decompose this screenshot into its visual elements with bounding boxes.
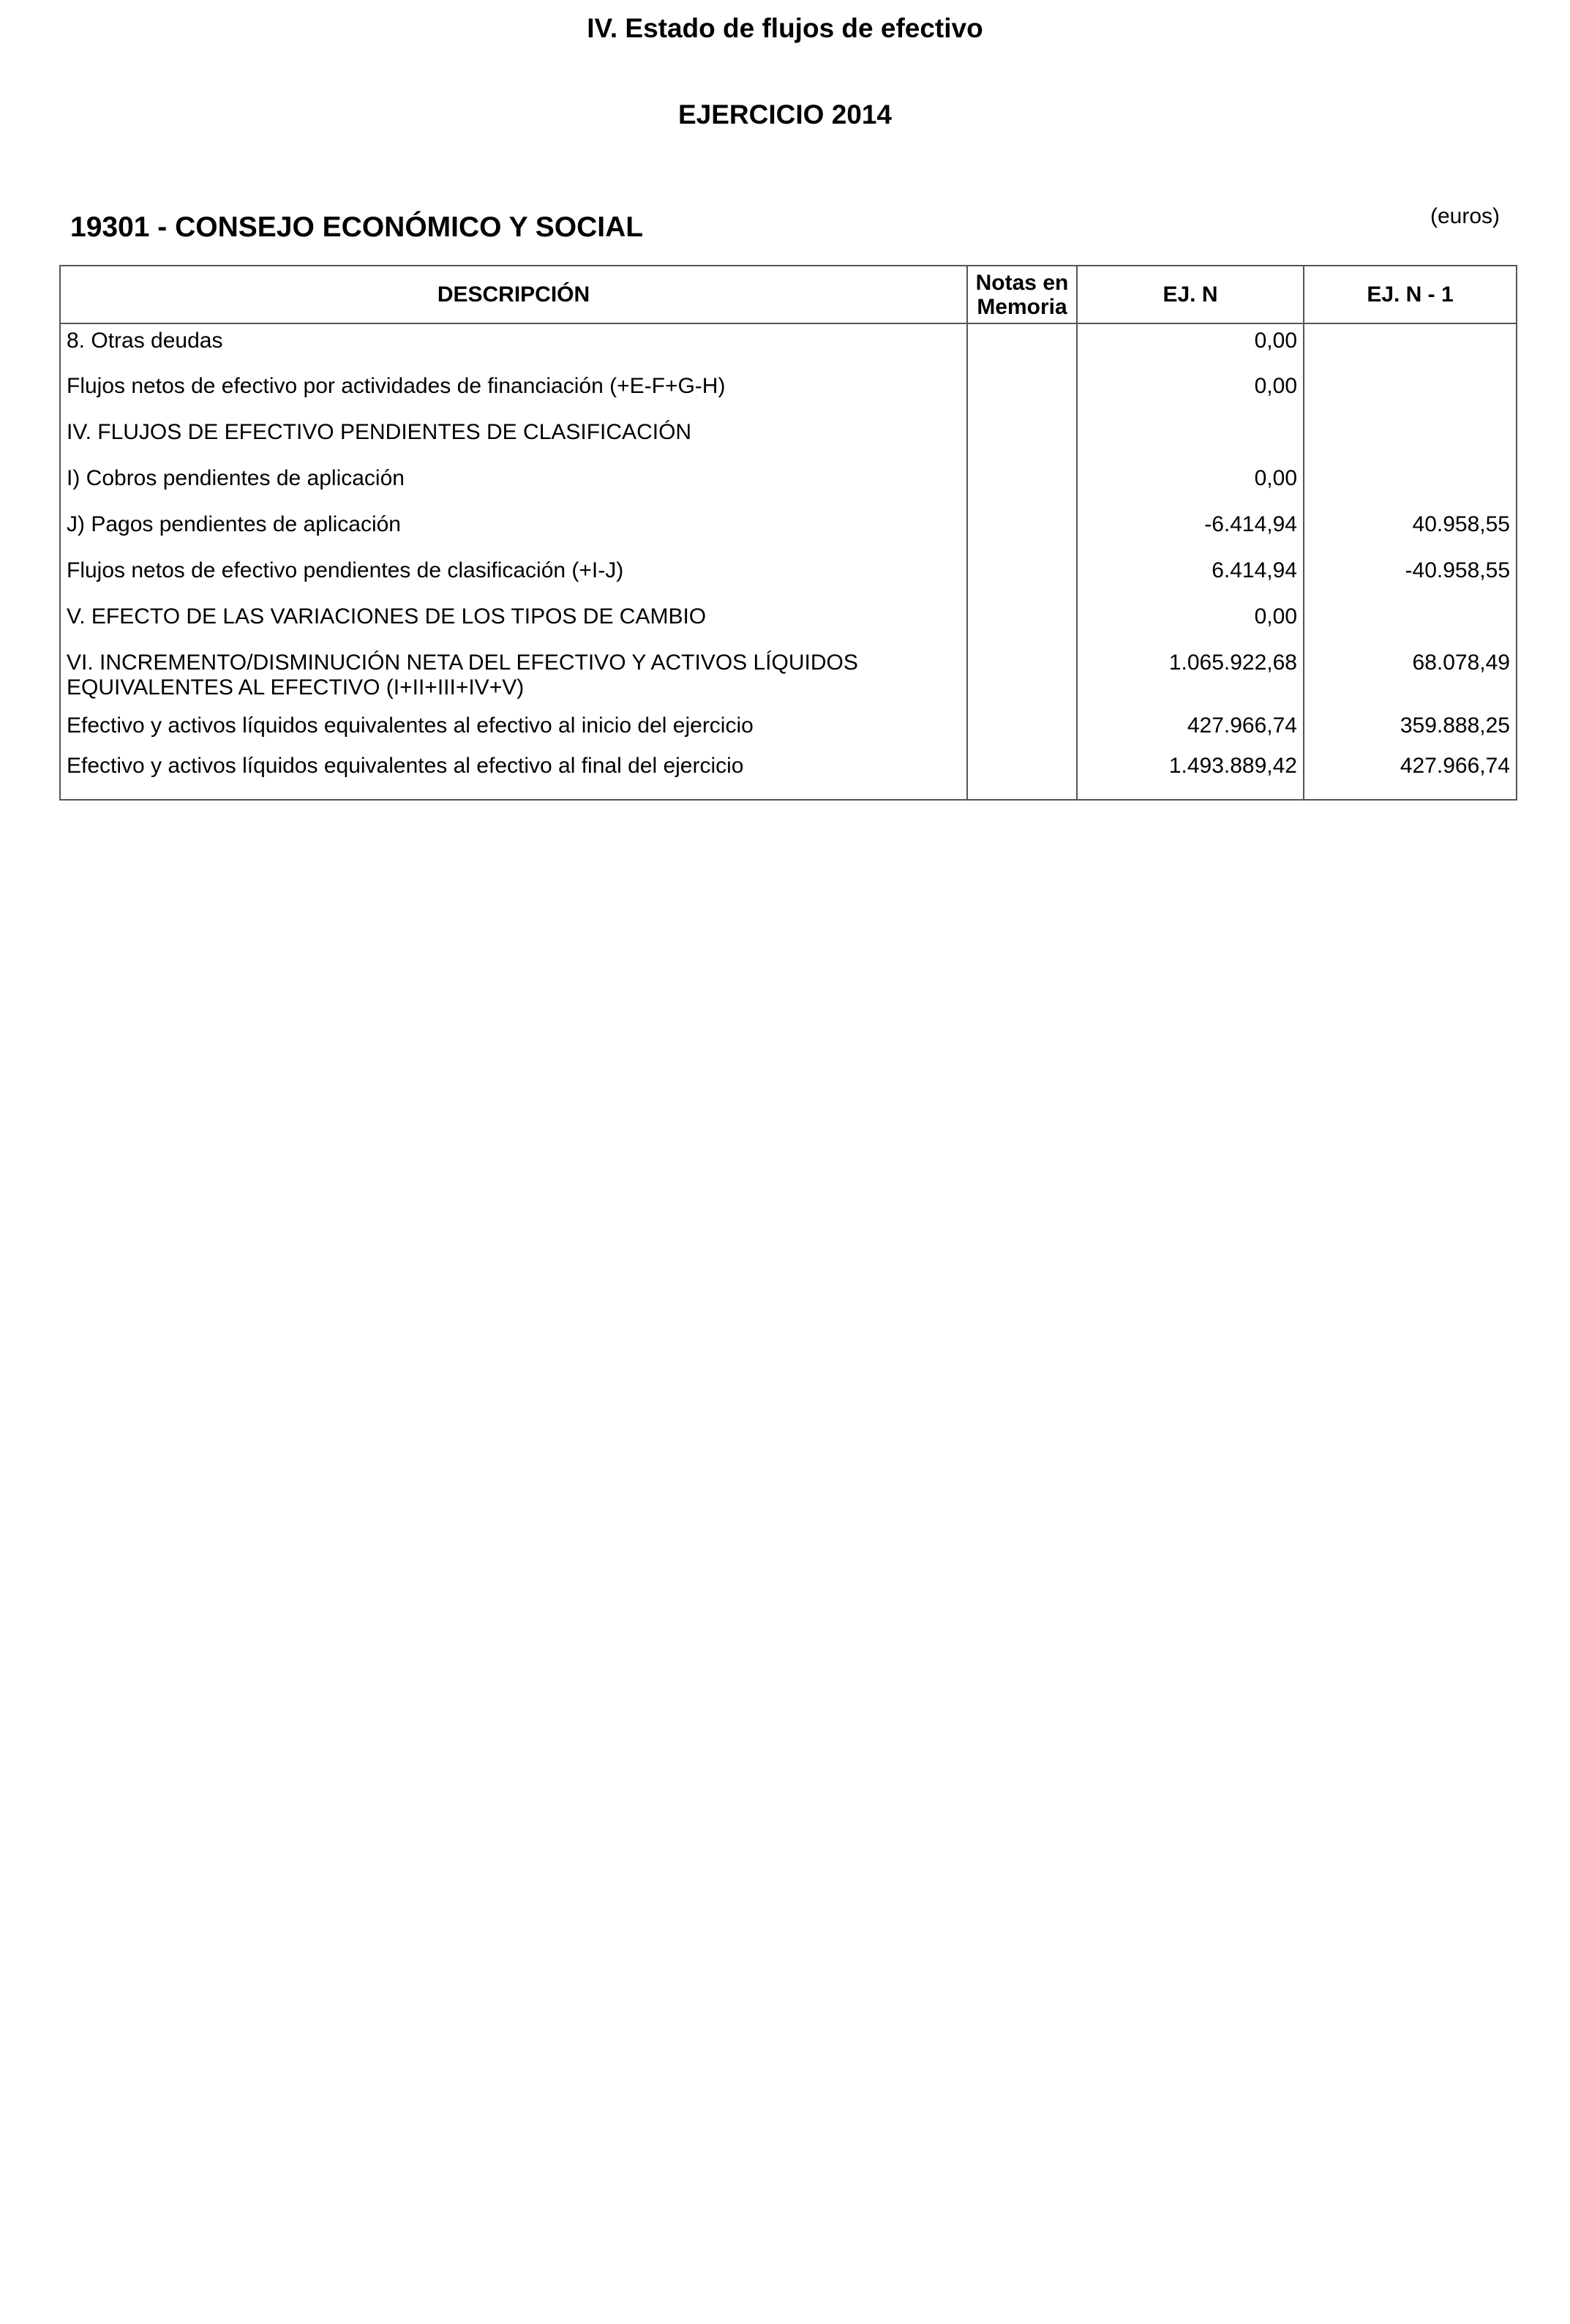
row-notes — [967, 508, 1077, 554]
row-description: J) Pagos pendientes de aplicación — [60, 508, 967, 554]
table-row — [60, 749, 1517, 800]
units-label: (euros) — [1430, 204, 1500, 228]
row-description: Efectivo y activos líquidos equivalentes al efectivo al final del ejercicio — [60, 749, 967, 800]
header-year-n: EJ. N — [1077, 266, 1304, 323]
row-value-n — [1077, 416, 1304, 462]
row-description: Flujos netos de efectivo por actividades de financiación (+E-F+G-H) — [60, 370, 967, 416]
row-notes — [967, 749, 1077, 800]
row-value-n: 1.493.889,42 — [1077, 749, 1304, 800]
row-notes — [967, 646, 1077, 709]
row-value-n1 — [1304, 462, 1517, 508]
row-value-n: -6.414,94 — [1077, 508, 1304, 554]
row-value-n1 — [1304, 323, 1517, 370]
table-row — [60, 323, 1517, 370]
row-notes — [967, 370, 1077, 416]
row-value-n: 6.414,94 — [1077, 554, 1304, 600]
cash-flow-table — [59, 265, 1517, 801]
row-notes — [967, 323, 1077, 370]
document-title: IV. Estado de flujos de efectivo — [587, 13, 983, 43]
table-row — [60, 508, 1517, 554]
row-description — [60, 646, 967, 709]
row-value-n: 1.065.922,68 — [1077, 646, 1304, 709]
row-value-n1: -40.958,55 — [1304, 554, 1517, 600]
header-notes-line1: Notas en — [975, 270, 1069, 295]
row-value-n1 — [1304, 416, 1517, 462]
entity-title: 19301 - CONSEJO ECONÓMICO Y SOCIAL — [70, 211, 644, 243]
table-row — [60, 370, 1517, 416]
header-notes — [967, 266, 1077, 323]
row-notes — [967, 416, 1077, 462]
row-value-n1: 359.888,25 — [1304, 709, 1517, 749]
header-notes-line2: Memoria — [977, 294, 1067, 319]
row-description-line1: VI. INCREMENTO/DISMINUCIÓN NETA DEL EFECTIVO Y ACTIVOS LÍQUIDOS — [67, 651, 858, 675]
exercise-title: EJERCICIO 2014 — [677, 100, 893, 130]
row-value-n: 0,00 — [1077, 323, 1304, 370]
row-notes — [967, 600, 1077, 646]
table-row — [60, 554, 1517, 600]
row-description: IV. FLUJOS DE EFECTIVO PENDIENTES DE CLASIFICACIÓN — [60, 416, 967, 462]
row-notes — [967, 462, 1077, 508]
table-row — [60, 709, 1517, 749]
row-value-n: 0,00 — [1077, 600, 1304, 646]
row-value-n1: 68.078,49 — [1304, 646, 1517, 709]
row-value-n1 — [1304, 370, 1517, 416]
row-description-line2: EQUIVALENTES AL EFECTIVO (I+II+III+IV+V) — [67, 675, 525, 700]
row-description: Efectivo y activos líquidos equivalentes al efectivo al inicio del ejercicio — [60, 709, 967, 749]
row-value-n1 — [1304, 600, 1517, 646]
table-header-row — [60, 266, 1517, 323]
row-description: Flujos netos de efectivo pendientes de clasificación (+I-J) — [60, 554, 967, 600]
row-value-n: 0,00 — [1077, 462, 1304, 508]
row-value-n1: 40.958,55 — [1304, 508, 1517, 554]
row-description: I) Cobros pendientes de aplicación — [60, 462, 967, 508]
table-row — [60, 416, 1517, 462]
row-value-n: 427.966,74 — [1077, 709, 1304, 749]
row-description: V. EFECTO DE LAS VARIACIONES DE LOS TIPOS DE CAMBIO — [60, 600, 967, 646]
row-description: 8. Otras deudas — [60, 323, 967, 370]
row-value-n: 0,00 — [1077, 370, 1304, 416]
table-row — [60, 600, 1517, 646]
row-value-n1: 427.966,74 — [1304, 749, 1517, 800]
header-description: DESCRIPCIÓN — [60, 266, 967, 323]
row-notes — [967, 554, 1077, 600]
table-row — [60, 462, 1517, 508]
header-year-n1: EJ. N - 1 — [1304, 266, 1517, 323]
table-row — [60, 646, 1517, 709]
row-notes — [967, 709, 1077, 749]
